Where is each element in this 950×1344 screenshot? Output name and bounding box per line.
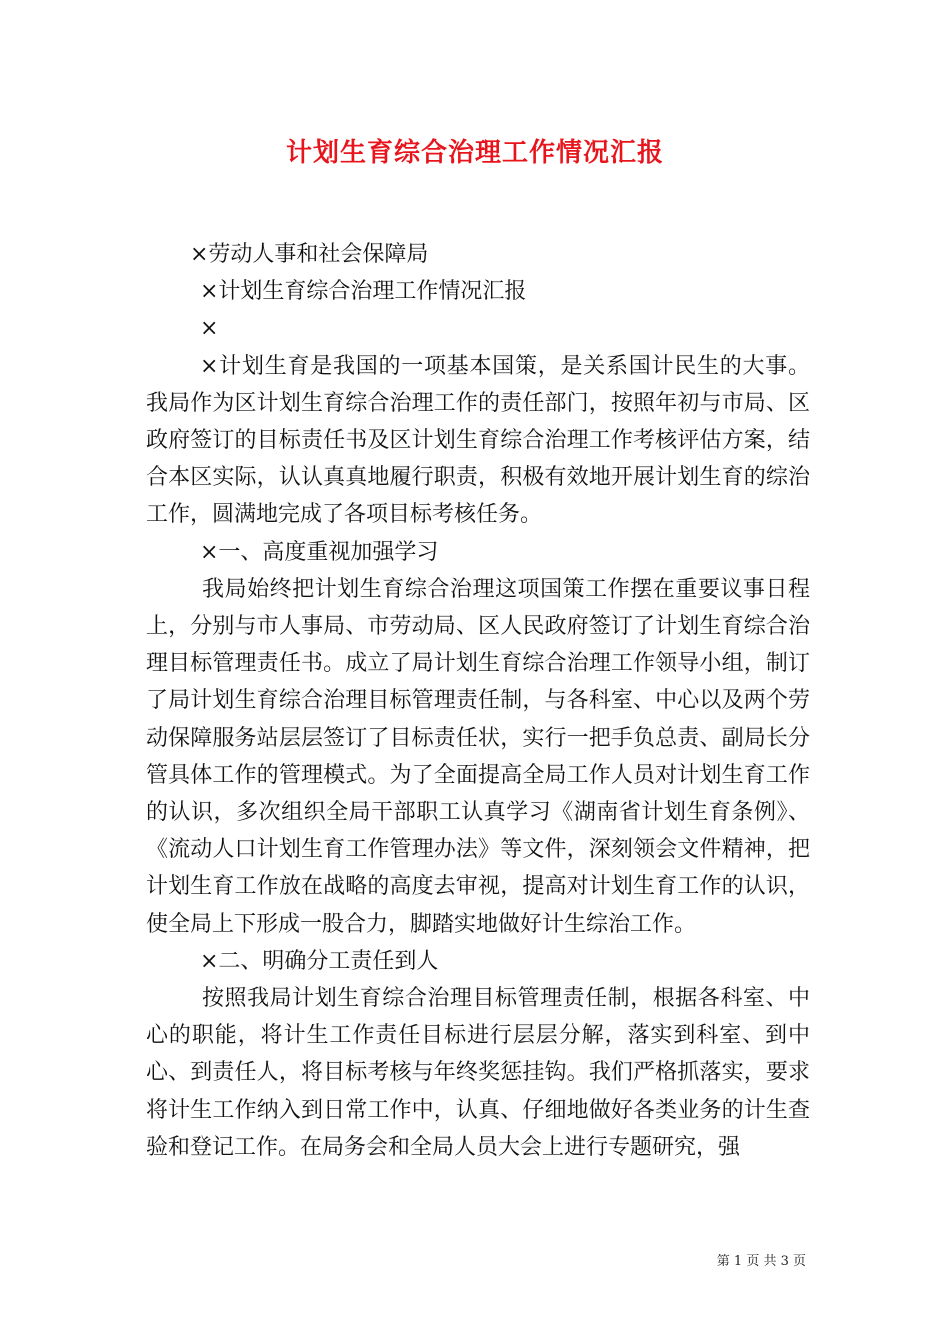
section-heading-2: ×二、明确分工责任到人 — [200, 948, 439, 974]
paragraph-intro: ×计划生育是我国的一项基本国策，是关系国计民生的大事。我局作为区计划生育综合治理工作的责任部门，按照年初与市局、区政府签订的目标责任书及区计划生育综合治理工作考核评估方案，结合本区实际，认认真真地履行职责，积极有效地开展计划生育的综治工作，圆满地完成了各项目标考核任务。 — [146, 353, 810, 528]
document-title: 计划生育综合治理工作情况汇报 — [285, 138, 664, 168]
section-heading-1: ×一、高度重视加强学习 — [200, 539, 439, 565]
paragraph-org: ×劳动人事和社会保障局 — [190, 242, 429, 267]
document-body — [146, 236, 810, 1166]
paragraph-section-1: 我局始终把计划生育综合治理这项国策工作摆在重要议事日程上，分别与市人事局、市劳动局、区人民政府签订了计划生育综合治理目标管理责任书。成立了局计划生育综合治理工作领导小组，制订了局计划生育综合治理目标管理责任制，与各科室、中心以及两个劳动保障服务站层层签订了目标责任状，实行一把手负总责、副局长分管具体工作的管理模式。为了全面提高全局工作人员对计划生育工作的认识，多次组织全局干部职工认真学习《湖南省计划生育条例》、《流动人口计划生育工作管理办法》等文件，深刻领会文件精神，把计划生育工作放在战略的高度去审视，提高对计划生育工作的认识，使全局上下形成一股合力，脚踏实地做好计生综治工作。 — [146, 576, 810, 937]
paragraph-subtitle: ×计划生育综合治理工作情况汇报 — [200, 279, 527, 305]
page-number: 第 1 页 共 3 页 — [716, 1254, 806, 1269]
paragraph-section-2: 按照我局计划生育综合治理目标管理责任制，根据各科室、中心的职能，将计生工作责任目标进行层层分解，落实到科室、到中心、到责任人，将目标考核与年终奖惩挂钩。我们严格抓落实，要求将计生工作纳入到日常工作中，认真、仔细地做好各类业务的计生查验和登记工作。在局务会和全局人员大会上进行专题研究，强 — [146, 986, 810, 1160]
paragraph-blank-marker: × — [200, 316, 219, 342]
